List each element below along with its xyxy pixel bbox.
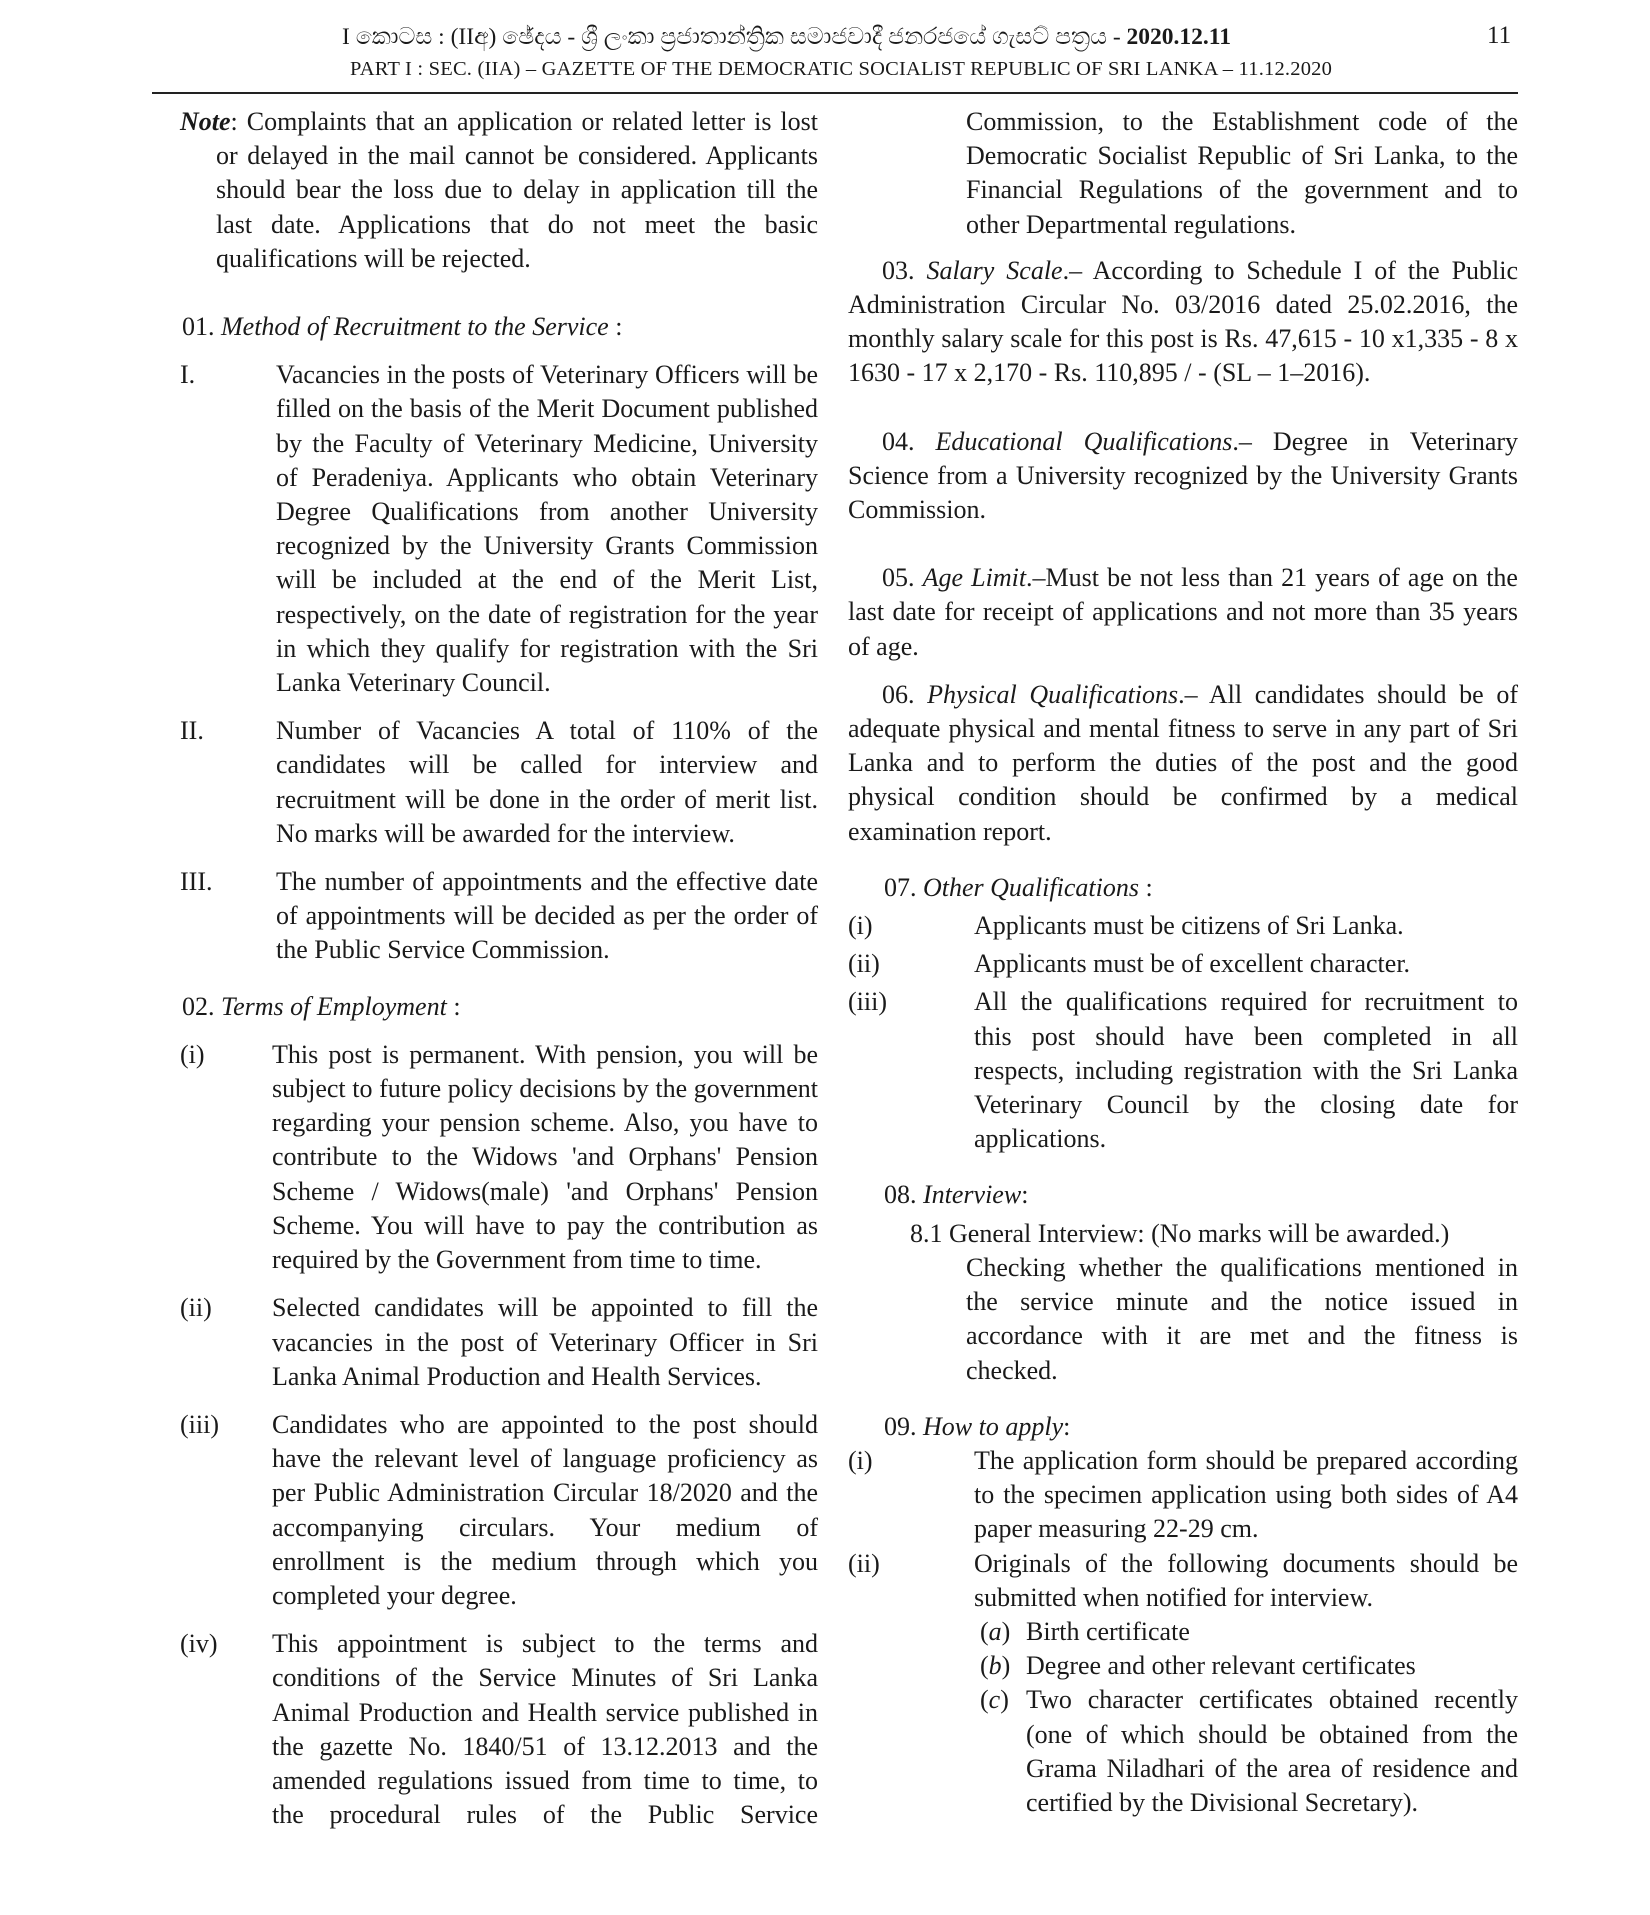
s07-item-3 (848, 985, 1518, 1156)
s01-item-3-text: The number of appointments and the effective date of appointments will be decided as per the order of the Public Service Commission. (276, 867, 818, 965)
s07-item-3-label: (iii) (848, 987, 887, 1017)
s02-item-3-text: Candidates who are appointed to the post should have the relevant level of language proficiency as per Public Administration Circular 18/2020 and the accompanying circulars. Your medium of enrollment is the medium through which you completed your degree. (272, 1409, 818, 1610)
section-02-title: Terms of Employment (221, 991, 447, 1021)
s07-item-3-text: All the qualifications required for recruitment to this post should have been completed in all respects, including registration with the Sri Lanka Veterinary Council by the closing date for applications. (974, 987, 1518, 1154)
section-04-number: 04. (882, 426, 915, 456)
section-06 (848, 678, 1518, 849)
section-07-heading (884, 871, 1554, 905)
s09-item-1 (848, 1444, 1518, 1547)
section-08-heading (884, 1178, 1554, 1212)
section-03 (848, 254, 1518, 391)
section-03-text: .– According to Schedule I of the Public Administration Circular No. 03/2016 dated 25.02.2016, the monthly salary scale for this post is Rs. 47,615 - 10 x1,335 - 8 x 1630 - 17 x 2,170 - Rs. 110,895 / - (SL – 1–2016). (848, 255, 1519, 388)
section-06-text: .– All candidates should be of adequate physical and mental fitness to serve in any part of Sri Lanka and to perform the duties of the post and the good physical condition should be confirmed by a medical examination report. (848, 679, 1518, 846)
note-text: : Complaints that an application or related letter is lost or delayed in the mail cannot be considered. Applicants should bear the loss due to delay in application till the last date. Applications that do not meet the basic qualifications will be rejected. (216, 107, 818, 273)
section-05 (848, 561, 1518, 664)
section-03-title: Salary Scale (926, 255, 1063, 285)
s08-text: Checking whether the qualifications mentioned in the service minute and the notice issued in accordance with it are met and the fitness is checked. (966, 1252, 1518, 1385)
s07-item-1-text: Applicants must be citizens of Sri Lanka. (974, 911, 1404, 941)
section-06-number: 06. (882, 679, 915, 709)
section-06-title: Physical Qualifications (927, 679, 1179, 709)
s07-item-2-text: Applicants must be of excellent character. (974, 949, 1411, 979)
section-02-heading (182, 990, 820, 1024)
sinhala-header-text: I කොටස : (IIඅ) ඡේදය - ශ්‍රී ලංකා ප්‍රජාතාන්ත්‍රික සමාජවාදී ජනරජයේ ගැසට් පත්‍රය - (342, 24, 1127, 50)
s09-subitem-a-text: Birth certificate (1026, 1616, 1190, 1646)
section-02-number: 02. (182, 991, 215, 1021)
section-09-title: How to apply (923, 1411, 1064, 1441)
section-05-number: 05. (882, 563, 915, 593)
s02-item-1-text: This post is permanent. With pension, you will be subject to future policy decisions by the government regarding your pension scheme. Also, you have to contribute to the Widows 'and Orphans' Pension Scheme / Widows(male) 'and Orphans' Pension Scheme. You will have to pay the contribution as required by the Government from time to time. (272, 1039, 818, 1275)
s02-item-3 (180, 1408, 818, 1613)
note-paragraph (180, 105, 818, 276)
s02-item-1 (180, 1038, 818, 1277)
s09-subitem-a-letter: a (988, 1616, 1002, 1646)
s01-item-1 (180, 358, 818, 700)
section-09-suffix: : (1063, 1411, 1071, 1441)
s09-item-1-text: The application form should be prepared according to the specimen application using both sides of A4 paper measuring 22-29 cm. (974, 1445, 1518, 1544)
header-rule (152, 92, 1518, 94)
s02-item-2-text: Selected candidates will be appointed to fill the vacancies in the post of Veterinary Officer in Sri Lanka Animal Production and Health Services. (272, 1293, 818, 1391)
section-04-text: .– Degree in Veterinary Science from a University recognized by the University Grants Commission. (848, 426, 1519, 525)
s09-item-1-label: (i) (848, 1445, 873, 1475)
s07-item-1-label: (i) (848, 911, 873, 941)
s09-subitem-c-letter: c (988, 1685, 1001, 1715)
sinhala-header (342, 24, 1412, 51)
section-03-number: 03. (882, 255, 915, 285)
section-01-title: Method of Recruitment to the Service (221, 312, 609, 342)
s07-item-2-label: (ii) (848, 949, 880, 979)
s02-item-2 (180, 1291, 818, 1394)
s08-paragraph (848, 1251, 1518, 1388)
s02-item-4 (180, 1627, 818, 1832)
section-04-title: Educational Qualifications (935, 426, 1233, 456)
s09-subitem-b-text: Degree and other relevant certificates (1026, 1651, 1416, 1681)
s01-item-2-text: Number of Vacancies A total of 110% of the candidates will be called for interview and recruitment will be done in the order of merit list. No marks will be awarded for the interview. (276, 716, 818, 848)
s07-item-2 (848, 947, 1518, 981)
s09-subitem-c-text: Two character certificates obtained recently (one of which should be obtained from the Grama Niladhari of the area of residence and certified by the Divisional Secretary). (1026, 1685, 1518, 1817)
s02-item-4-text: This appointment is subject to the terms and conditions of the Service Minutes of Sri Lanka Animal Production and Health service published in the gazette No. 1840/51 of 13.12.2013 and the amended regulations issued from time to time, to the procedural rules of the Public Service (272, 1629, 818, 1830)
header-date: 2020.12.11 (1126, 24, 1232, 50)
s02-item-3-label: (iii) (180, 1409, 219, 1439)
s09-subitem-c (848, 1683, 1518, 1820)
s01-item-3 (180, 865, 818, 968)
s09-subitem-c-label: (c) (980, 1685, 1009, 1715)
section-09-number: 09. (884, 1411, 917, 1441)
right-column (848, 105, 1518, 1820)
continuation-paragraph (848, 105, 1518, 242)
s08-subheading: 8.1 General Interview: (No marks will be awarded.) (910, 1218, 1450, 1248)
page-number: 11 (1487, 22, 1512, 49)
section-05-text: .–Must be not less than 21 years of age on the last date for receipt of applications and not more than 35 years of age. (848, 563, 1518, 661)
s01-item-2 (180, 714, 818, 851)
s09-subitem-a-label: (a) (980, 1616, 1011, 1646)
section-01-suffix: : (608, 312, 623, 342)
s02-item-1-label: (i) (180, 1039, 205, 1069)
section-01-heading (182, 310, 820, 344)
section-04 (848, 425, 1518, 528)
s07-item-1 (848, 909, 1518, 943)
section-07-number: 07. (884, 872, 917, 902)
s01-item-1-label: I. (180, 360, 196, 390)
section-01-number: 01. (182, 312, 215, 342)
section-08-title: Interview (923, 1180, 1022, 1210)
section-08-suffix: : (1021, 1180, 1029, 1210)
section-02-suffix: : (446, 991, 461, 1021)
section-08-number: 08. (884, 1180, 917, 1210)
s09-subitem-b-label: (b) (980, 1651, 1011, 1681)
s09-item-2 (848, 1547, 1518, 1615)
s02-item-4-label: (iv) (180, 1629, 218, 1659)
section-05-title: Age Limit (922, 563, 1027, 593)
s09-item-2-text: Originals of the following documents should be submitted when notified for interview. (974, 1548, 1518, 1612)
s09-subitem-b (848, 1649, 1518, 1683)
english-header: PART I : SEC. (IIA) – GAZETTE OF THE DEMOCRATIC SOCIALIST REPUBLIC OF SRI LANKA – 11.12.2020 (350, 58, 1333, 80)
s01-item-1-text: Vacancies in the posts of Veterinary Officers will be filled on the basis of the Merit Document published by the Faculty of Veterinary Medicine, University of Peradeniya. Applicants who obtain Veterinary Degree Qualifications from another University recognized by the University Grants Commission will be included at the end of the Merit List, respectively, on the date of registration for the year in which they qualify for registration with the Sri Lanka Veterinary Council. (276, 360, 818, 698)
left-column (180, 105, 818, 1832)
section-07-title: Other Qualifications (923, 872, 1139, 902)
note-label: Note (180, 107, 231, 136)
s09-item-2-label: (ii) (848, 1548, 880, 1578)
s01-item-3-label: III. (180, 867, 213, 897)
s09-subitem-a (848, 1615, 1518, 1649)
s01-item-2-label: II. (180, 716, 204, 746)
s02-item-2-label: (ii) (180, 1293, 212, 1323)
s09-subitem-b-letter: b (988, 1651, 1002, 1681)
continuation-text: Commission, to the Establishment code of the Democratic Socialist Republic of Sri Lanka, to the Financial Regulations of the government and to other Departmental regulations. (966, 107, 1518, 239)
section-07-suffix: : (1138, 872, 1153, 902)
section-09-heading (884, 1410, 1554, 1444)
